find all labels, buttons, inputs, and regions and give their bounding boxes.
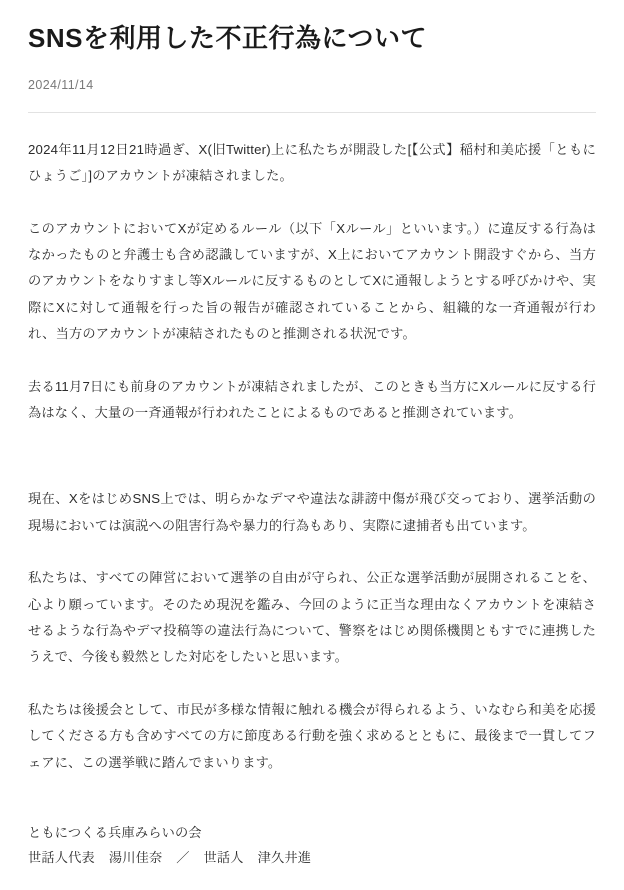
paragraph: 2024年11月12日21時過ぎ、X(旧Twitter)上に私たちが開設した[【公式】稲村和美応援「ともにひょうご」]のアカウントが凍結されました。 (28, 141, 596, 184)
paragraph: 去る11月7日にも前身のアカウントが凍結されましたが、このときも当方にXルールに反する行為はなく、大量の一斉通報が行われたことによるものであると推測されています。 (28, 378, 596, 421)
signature-name-1: 湯川佳奈 (108, 850, 163, 866)
signature-name-2: 津久井進 (257, 850, 312, 866)
signature-block (28, 820, 596, 870)
paragraph: 私たちは、すべての陣営において選挙の自由が守られ、公正な選挙活動が展開されることを、心より願っています。そのため現況を鑑み、今回のように正当な理由なくアカウントを凍結させるような行為やデマ投稿等の違法行為について、警察をはじめ関係機関ともすでに連携したうえで、今後も毅然とした対応をしたいと思います。 (28, 570, 596, 665)
article-body (28, 137, 596, 776)
signature-role-2: 世話人 (203, 850, 244, 866)
signature-people (28, 845, 596, 870)
signature-organization: ともにつくる兵庫みらいの会 (28, 825, 202, 841)
page-title: SNSを利用した不正行為について (28, 23, 427, 53)
paragraph: 現在、XをはじめSNS上では、明らかなデマや違法な誹謗中傷が飛び交っており、選挙活動の現場においては演説への阻害行為や暴力的行為もあり、実際に逮捕者も出ています。 (28, 491, 596, 533)
section-spacer (28, 472, 596, 486)
paragraph: 私たちは後援会として、市民が多様な情報に触れる機会が得られるよう、いなむら和美を応援してくださる方も含めすべての方に節度ある行動を強く求めるとともに、最後まで一貫してフェアに、この選挙戦に踏んでまいります。 (28, 701, 596, 770)
signature-role-1: 世話人代表 (28, 850, 95, 866)
signature-separator: ／ (176, 850, 190, 866)
publish-date: 2024/11/14 (28, 77, 94, 92)
header-divider (28, 112, 596, 113)
paragraph: このアカウントにおいてXが定めるルール（以下「Xルール」といいます。）に違反する行為はなかったものと弁護士も含め認識していますが、X上においてアカウント開設すぐから、当方のアカウントをなりすまし等Xルールに反するものとしてXに通報しようとする呼びかけや、実際にXに対して通報を行った旨の報告が確認されていることから、組織的な一斉通報が行われ、当方のアカウントが凍結されたものと推測される状況です。 (28, 220, 596, 342)
